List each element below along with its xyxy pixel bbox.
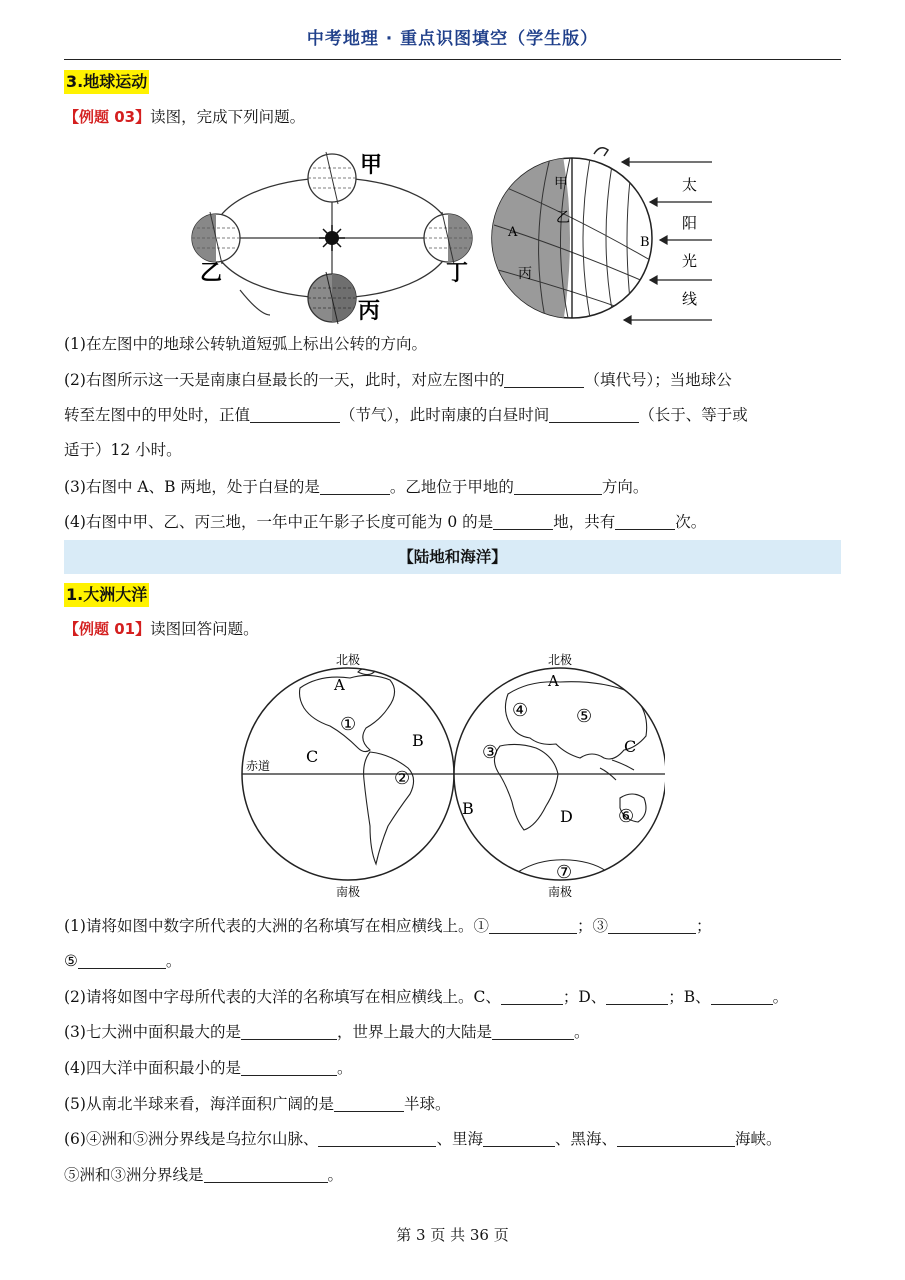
answer-blank[interactable] [334,1095,404,1112]
sunlight-label-3: 光 [682,252,698,270]
earth-jia-icon [308,152,356,208]
map-label-continent-1: ① [340,714,357,735]
earth-ding-icon [424,212,472,264]
answer-blank[interactable] [483,1130,555,1147]
label-jia: 甲 [360,152,383,178]
map-label-south-pole-east: 南极 [548,885,573,899]
header-divider [64,59,841,60]
answer-blank[interactable] [606,988,668,1005]
globe-label-b: B [640,235,650,250]
question-land-6-line2: ⑤洲和③洲分界线是 。 [64,1166,344,1184]
answer-blank[interactable] [78,952,166,969]
map-label-continent-7: ⑦ [556,862,573,883]
question-earth-4: (4)右图中甲、乙、丙三地，一年中正午影子长度可能为 0 的是 地，共有 次。 [64,513,707,531]
map-label-north-pole-east: 北极 [548,653,573,667]
question-land-5: (5)从南北半球来看，海洋面积广阔的是 半球。 [64,1095,451,1113]
section-title-continents-oceans: 1.大洲大洋 [64,583,149,607]
map-label-continent-5: ⑤ [576,706,593,727]
example-tag: 【例题 03】 [64,108,151,126]
chapter-band-land-ocean: 【陆地和海洋】 [64,540,841,574]
map-label-c-west: C [306,747,319,766]
example-tag: 【例题 01】 [64,620,151,638]
question-earth-1: (1)在左图中的地球公转轨道短弧上标出公转的方向。 [64,335,427,353]
answer-blank[interactable] [501,988,563,1005]
answer-blank[interactable] [492,1023,574,1040]
example-03-line [64,106,305,128]
section-title-earth-motion: 3.地球运动 [64,70,149,94]
label-yi: 乙 [200,260,223,286]
question-earth-2-line3: 适于）12 小时。 [64,441,182,459]
answer-blank[interactable] [493,513,553,530]
label-ding: 丁 [446,260,469,286]
map-label-d: D [560,807,573,826]
question-earth-2-line2: 转至左图中的甲处时，正值 （节气），此时南康的白昼时间 （长于、等于或 [64,406,748,424]
sun-icon [319,225,345,251]
answer-blank[interactable] [241,1059,337,1076]
map-label-north-pole-west: 北极 [336,653,361,667]
answer-blank[interactable] [608,917,696,934]
map-label-continent-4: ④ [512,700,529,721]
world-hemispheres-map [240,650,665,902]
globe-sunlight-figure [490,140,720,330]
map-label-south-pole-west: 南极 [336,885,361,899]
map-label-continent-3: ③ [482,742,499,763]
map-label-b-east: B [462,799,474,818]
earth-yi-icon [192,212,240,264]
answer-blank[interactable] [241,1023,337,1040]
sunlight-label-4: 线 [682,290,698,308]
question-land-6-line1: (6)④洲和⑤洲分界线是乌拉尔山脉、 、里海 、黑海、 海峡。 [64,1130,782,1148]
example-text: 读图回答问题。 [150,620,259,638]
page-header-title: 中考地理 · 重点识图填空（学生版） [306,29,599,49]
answer-blank[interactable] [514,478,602,495]
globe-label-bing: 丙 [518,266,532,282]
globe-label-jia: 甲 [554,176,568,192]
answer-blank[interactable] [549,406,639,423]
answer-blank[interactable] [320,478,390,495]
example-01-line [64,618,259,640]
page-footer-number: 第 3 页 共 36 页 [396,1226,509,1244]
question-earth-3: (3)右图中 A、B 两地，处于白昼的是 。乙地位于甲地的 方向。 [64,478,649,496]
map-label-c-east: C [624,737,637,756]
map-label-continent-6: ⑥ [618,806,635,827]
question-land-2: (2)请将如图中字母所代表的大洋的名称填写在相应横线上。C、 ；D、 ；B、 。 [64,988,789,1006]
answer-blank[interactable] [617,1130,735,1147]
answer-blank[interactable] [204,1166,328,1183]
map-label-b-west: B [412,731,424,750]
question-land-4: (4)四大洋中面积最小的是 。 [64,1059,353,1077]
question-land-1-line2: ⑤ 。 [64,952,182,970]
label-bing: 丙 [358,298,381,324]
sunlight-label-1: 太 [682,176,698,194]
globe-label-yi: 乙 [556,210,570,226]
answer-blank[interactable] [489,917,577,934]
sunlight-label-2: 阳 [682,214,698,232]
map-label-continent-2: ② [394,768,411,789]
answer-blank[interactable] [318,1130,436,1147]
question-earth-2-line1: (2)右图所示这一天是南康白昼最长的一天，此时，对应左图中的 （填代号）；当地球公 [64,371,732,389]
answer-blank[interactable] [504,371,584,388]
question-land-3: (3)七大洲中面积最大的是 ，世界上最大的大陆是 。 [64,1023,590,1041]
answer-blank[interactable] [250,406,340,423]
earth-bing-icon [308,272,356,324]
map-label-a-west: A [334,676,345,694]
question-land-1-line1: (1)请将如图中数字所代表的大洲的名称填写在相应横线上。① ；③ ； [64,917,712,935]
answer-blank[interactable] [615,513,675,530]
map-label-a-east: A [548,672,559,690]
example-text: 读图，完成下列问题。 [150,108,306,126]
map-label-equator: 赤道 [246,759,271,773]
orbit-figure [180,140,490,325]
globe-label-a: A [508,225,518,240]
answer-blank[interactable] [711,988,773,1005]
